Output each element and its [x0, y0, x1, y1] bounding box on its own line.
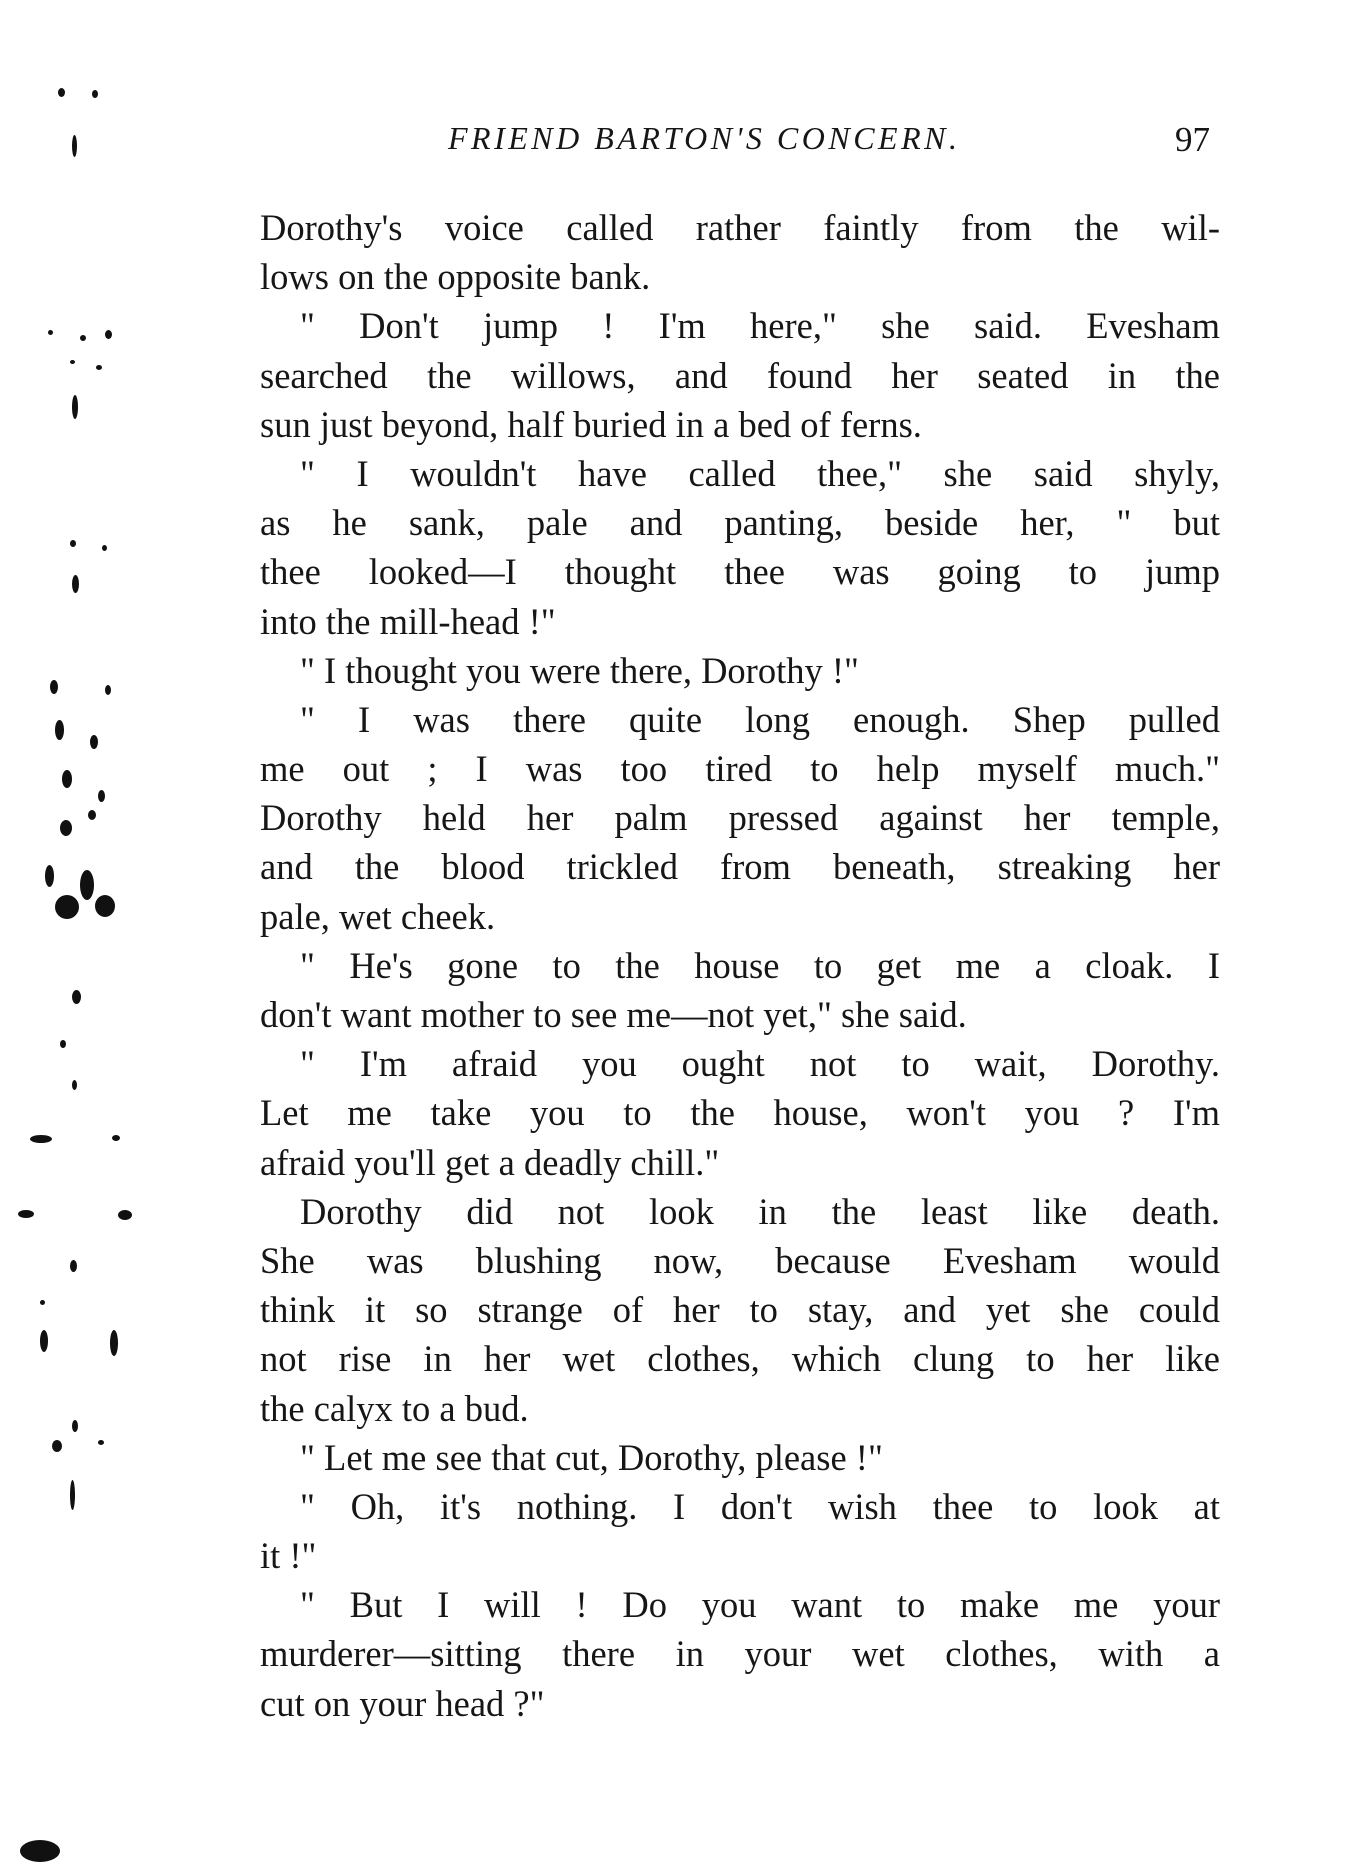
ink-speck	[55, 895, 79, 919]
ink-speck	[30, 1135, 52, 1143]
ink-speck	[18, 1210, 34, 1218]
text-line: Dorothy did not look in the least like death.	[300, 1190, 1220, 1232]
page-number: 97	[1175, 120, 1210, 159]
body-text	[260, 203, 1220, 1728]
ink-speck	[110, 1330, 118, 1356]
text-line: sun just beyond, half buried in a bed of ferns.	[260, 403, 922, 445]
ink-speck	[102, 545, 107, 551]
text-line: not rise in her wet clothes, which clung to her like	[260, 1338, 1220, 1380]
ink-speck	[88, 810, 96, 820]
ink-speck	[50, 680, 58, 694]
text-line: " I wouldn't have called thee," she said shyly,	[300, 452, 1220, 494]
ink-speck	[70, 360, 75, 364]
running-head: FRIEND BARTON'S CONCERN.	[448, 120, 961, 156]
ink-speck	[72, 1080, 77, 1090]
text-line: " I thought you were there, Dorothy !"	[300, 649, 859, 691]
ink-speck	[48, 330, 53, 335]
text-line: " Oh, it's nothing. I don't wish thee to look at	[300, 1485, 1220, 1527]
text-line: searched the willows, and found her seated in the	[260, 354, 1220, 396]
ink-speck	[72, 395, 78, 419]
ink-speck	[70, 1480, 75, 1510]
text-line: as he sank, pale and panting, beside her, " but	[260, 502, 1220, 544]
ink-speck	[72, 575, 79, 593]
ink-speck	[40, 1300, 45, 1305]
text-line: Dorothy held her palm pressed against her temple,	[260, 797, 1220, 839]
text-line: into the mill-head !"	[260, 600, 556, 642]
ink-speck	[98, 790, 105, 802]
text-line: think it so strange of her to stay, and yet she could	[260, 1289, 1220, 1331]
ink-speck	[62, 770, 72, 788]
text-line: the calyx to a bud.	[260, 1387, 529, 1429]
ink-speck	[80, 870, 94, 900]
ink-speck	[92, 90, 98, 98]
ink-speck	[60, 820, 72, 836]
text-line: " I'm afraid you ought not to wait, Dorothy.	[300, 1043, 1220, 1085]
ink-speck	[118, 1210, 132, 1220]
margin-ink-specks	[0, 0, 180, 1868]
text-line: " But I will ! Do you want to make me your	[300, 1584, 1220, 1626]
ink-speck	[60, 1040, 66, 1048]
ink-speck	[70, 540, 76, 547]
ink-speck	[72, 1420, 78, 1432]
ink-speck	[58, 88, 65, 97]
ink-speck	[52, 1440, 62, 1452]
page-header	[0, 120, 1347, 170]
ink-speck	[20, 1840, 60, 1862]
text-line: me out ; I was too tired to help myself much."	[260, 748, 1220, 790]
ink-speck	[40, 1330, 48, 1352]
text-line: it !"	[260, 1535, 317, 1577]
ink-speck	[55, 720, 64, 740]
ink-speck	[112, 1135, 120, 1141]
text-line: She was blushing now, because Evesham would	[260, 1239, 1220, 1281]
text-line: " Don't jump ! I'm here," she said. Evesham	[300, 305, 1220, 347]
text-line: Dorothy's voice called rather faintly from the wil-	[260, 207, 1220, 248]
text-line: " He's gone to the house to get me a cloak. I	[300, 944, 1220, 986]
ink-speck	[96, 365, 102, 370]
text-line: " Let me see that cut, Dorothy, please !"	[300, 1436, 883, 1478]
text-line: lows on the opposite bank.	[260, 256, 651, 298]
text-line: pale, wet cheek.	[260, 895, 496, 937]
ink-speck	[72, 990, 81, 1004]
ink-speck	[80, 335, 86, 341]
ink-speck	[70, 1260, 77, 1272]
ink-speck	[45, 865, 54, 887]
ink-speck	[105, 330, 112, 339]
text-line: thee looked—I thought thee was going to jump	[260, 551, 1220, 593]
text-line: murderer—sitting there in your wet clothes, with a	[260, 1633, 1220, 1675]
text-line: don't want mother to see me—not yet," she said.	[260, 994, 967, 1035]
ink-speck	[98, 1440, 104, 1445]
text-line: cut on your head ?"	[260, 1682, 545, 1724]
text-line: Let me take you to the house, won't you ? I'm	[260, 1092, 1220, 1134]
ink-speck	[90, 735, 98, 749]
text-line: " I was there quite long enough. Shep pulled	[300, 698, 1220, 740]
ink-speck	[105, 685, 111, 695]
text-line: and the blood trickled from beneath, streaking her	[260, 846, 1220, 888]
text-line: afraid you'll get a deadly chill."	[260, 1141, 720, 1183]
ink-speck	[95, 895, 115, 917]
